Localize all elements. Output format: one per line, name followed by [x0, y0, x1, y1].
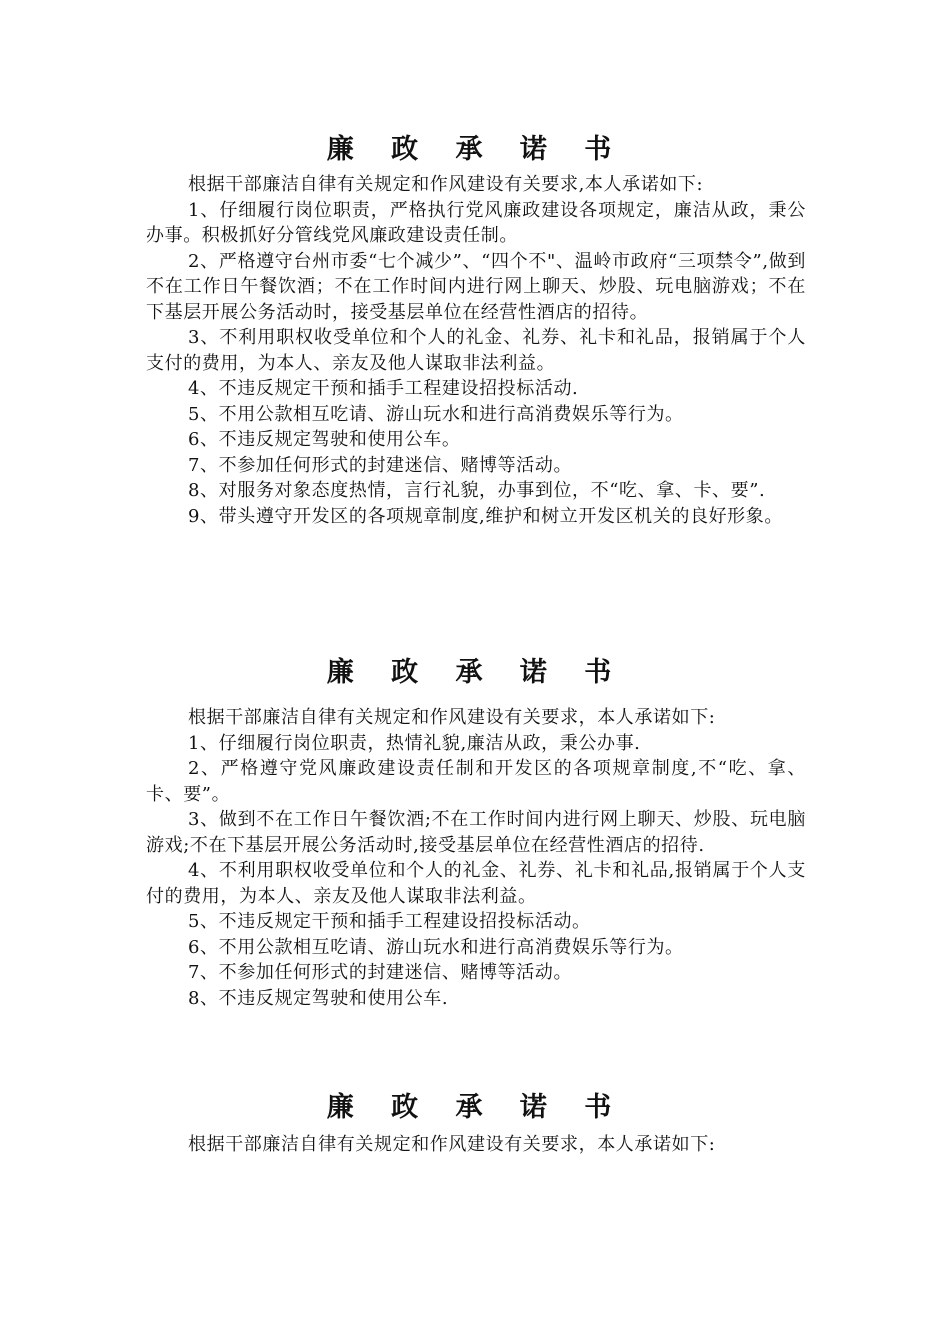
pledge-item-8: 8、对服务对象态度热情，言行礼貌，办事到位，不“吃、拿、卡、要”.	[188, 480, 766, 501]
pledge-item-4: 4、不利用职权收受单位和个人的礼金、礼券、礼卡和礼品,报销属于个人支付的费用，为本人、亲友及他人谋取非法利益。	[146, 860, 806, 907]
pledge-section-1	[146, 132, 806, 529]
pledge-item-1: 1、仔细履行岗位职责，严格执行党风廉政建设各项规定，廉洁从政，秉公办事。积极抓好分管线党风廉政建设责任制。	[146, 199, 806, 246]
pledge-item-4: 4、不违反规定干预和插手工程建设招投标活动.	[188, 378, 579, 399]
pledge-item-3: 3、做到不在工作日午餐饮酒;不在工作时间内进行网上聊天、炒股、玩电脑游戏;不在下基层开展公务活动时,接受基层单位在经营性酒店的招待.	[146, 809, 806, 856]
pledge-item-6: 6、不用公款相互吃请、游山玩水和进行高消费娱乐等行为。	[188, 936, 684, 958]
pledge-item-1: 1、仔细履行岗位职责，热情礼貌,廉洁从政，秉公办事.	[188, 732, 641, 754]
pledge-intro: 根据干部廉洁自律有关规定和作风建设有关要求，本人承诺如下:	[188, 1134, 716, 1155]
pledge-title: 廉 政 承 诺 书	[326, 134, 626, 165]
pledge-item-2: 2、严格遵守台州市委“七个减少”、“四个不"、温岭市政府“三项禁令”,做到不在工作日午餐饮酒；不在工作时间内进行网上聊天、炒股、玩电脑游戏；不在下基层开展公务活动时，接受基层单位在经营性酒店的招待。	[146, 250, 806, 323]
pledge-item-5: 5、不用公款相互吃请、游山玩水和进行高消费娱乐等行为。	[188, 403, 684, 425]
pledge-item-7: 7、不参加任何形式的封建迷信、赌博等活动。	[188, 962, 573, 983]
pledge-item-7: 7、不参加任何形式的封建迷信、赌博等活动。	[188, 454, 573, 476]
pledge-item-2: 2、严格遵守党风廉政建设责任制和开发区的各项规章制度,不“吃、拿、卡、要”。	[146, 758, 806, 805]
pledge-intro: 根据干部廉洁自律有关规定和作风建设有关要求,本人承诺如下:	[188, 174, 704, 195]
pledge-intro: 根据干部廉洁自律有关规定和作风建设有关要求，本人承诺如下:	[188, 707, 716, 728]
pledge-item-8: 8、不违反规定驾驶和使用公车.	[188, 987, 449, 1009]
pledge-title: 廉 政 承 诺 书	[326, 657, 626, 688]
pledge-item-3: 3、不利用职权收受单位和个人的礼金、礼券、礼卡和礼品，报销属于个人支付的费用，为本人、亲友及他人谋取非法利益。	[146, 327, 806, 374]
pledge-section-2	[146, 655, 806, 1011]
pledge-item-5: 5、不违反规定干预和插手工程建设招投标活动。	[188, 911, 591, 932]
pledge-item-6: 6、不违反规定驾驶和使用公车。	[188, 429, 461, 450]
pledge-section-3	[146, 1090, 806, 1158]
pledge-item-9: 9、带头遵守开发区的各项规章制度,维护和树立开发区机关的良好形象。	[188, 505, 783, 527]
pledge-title: 廉 政 承 诺 书	[326, 1092, 626, 1123]
